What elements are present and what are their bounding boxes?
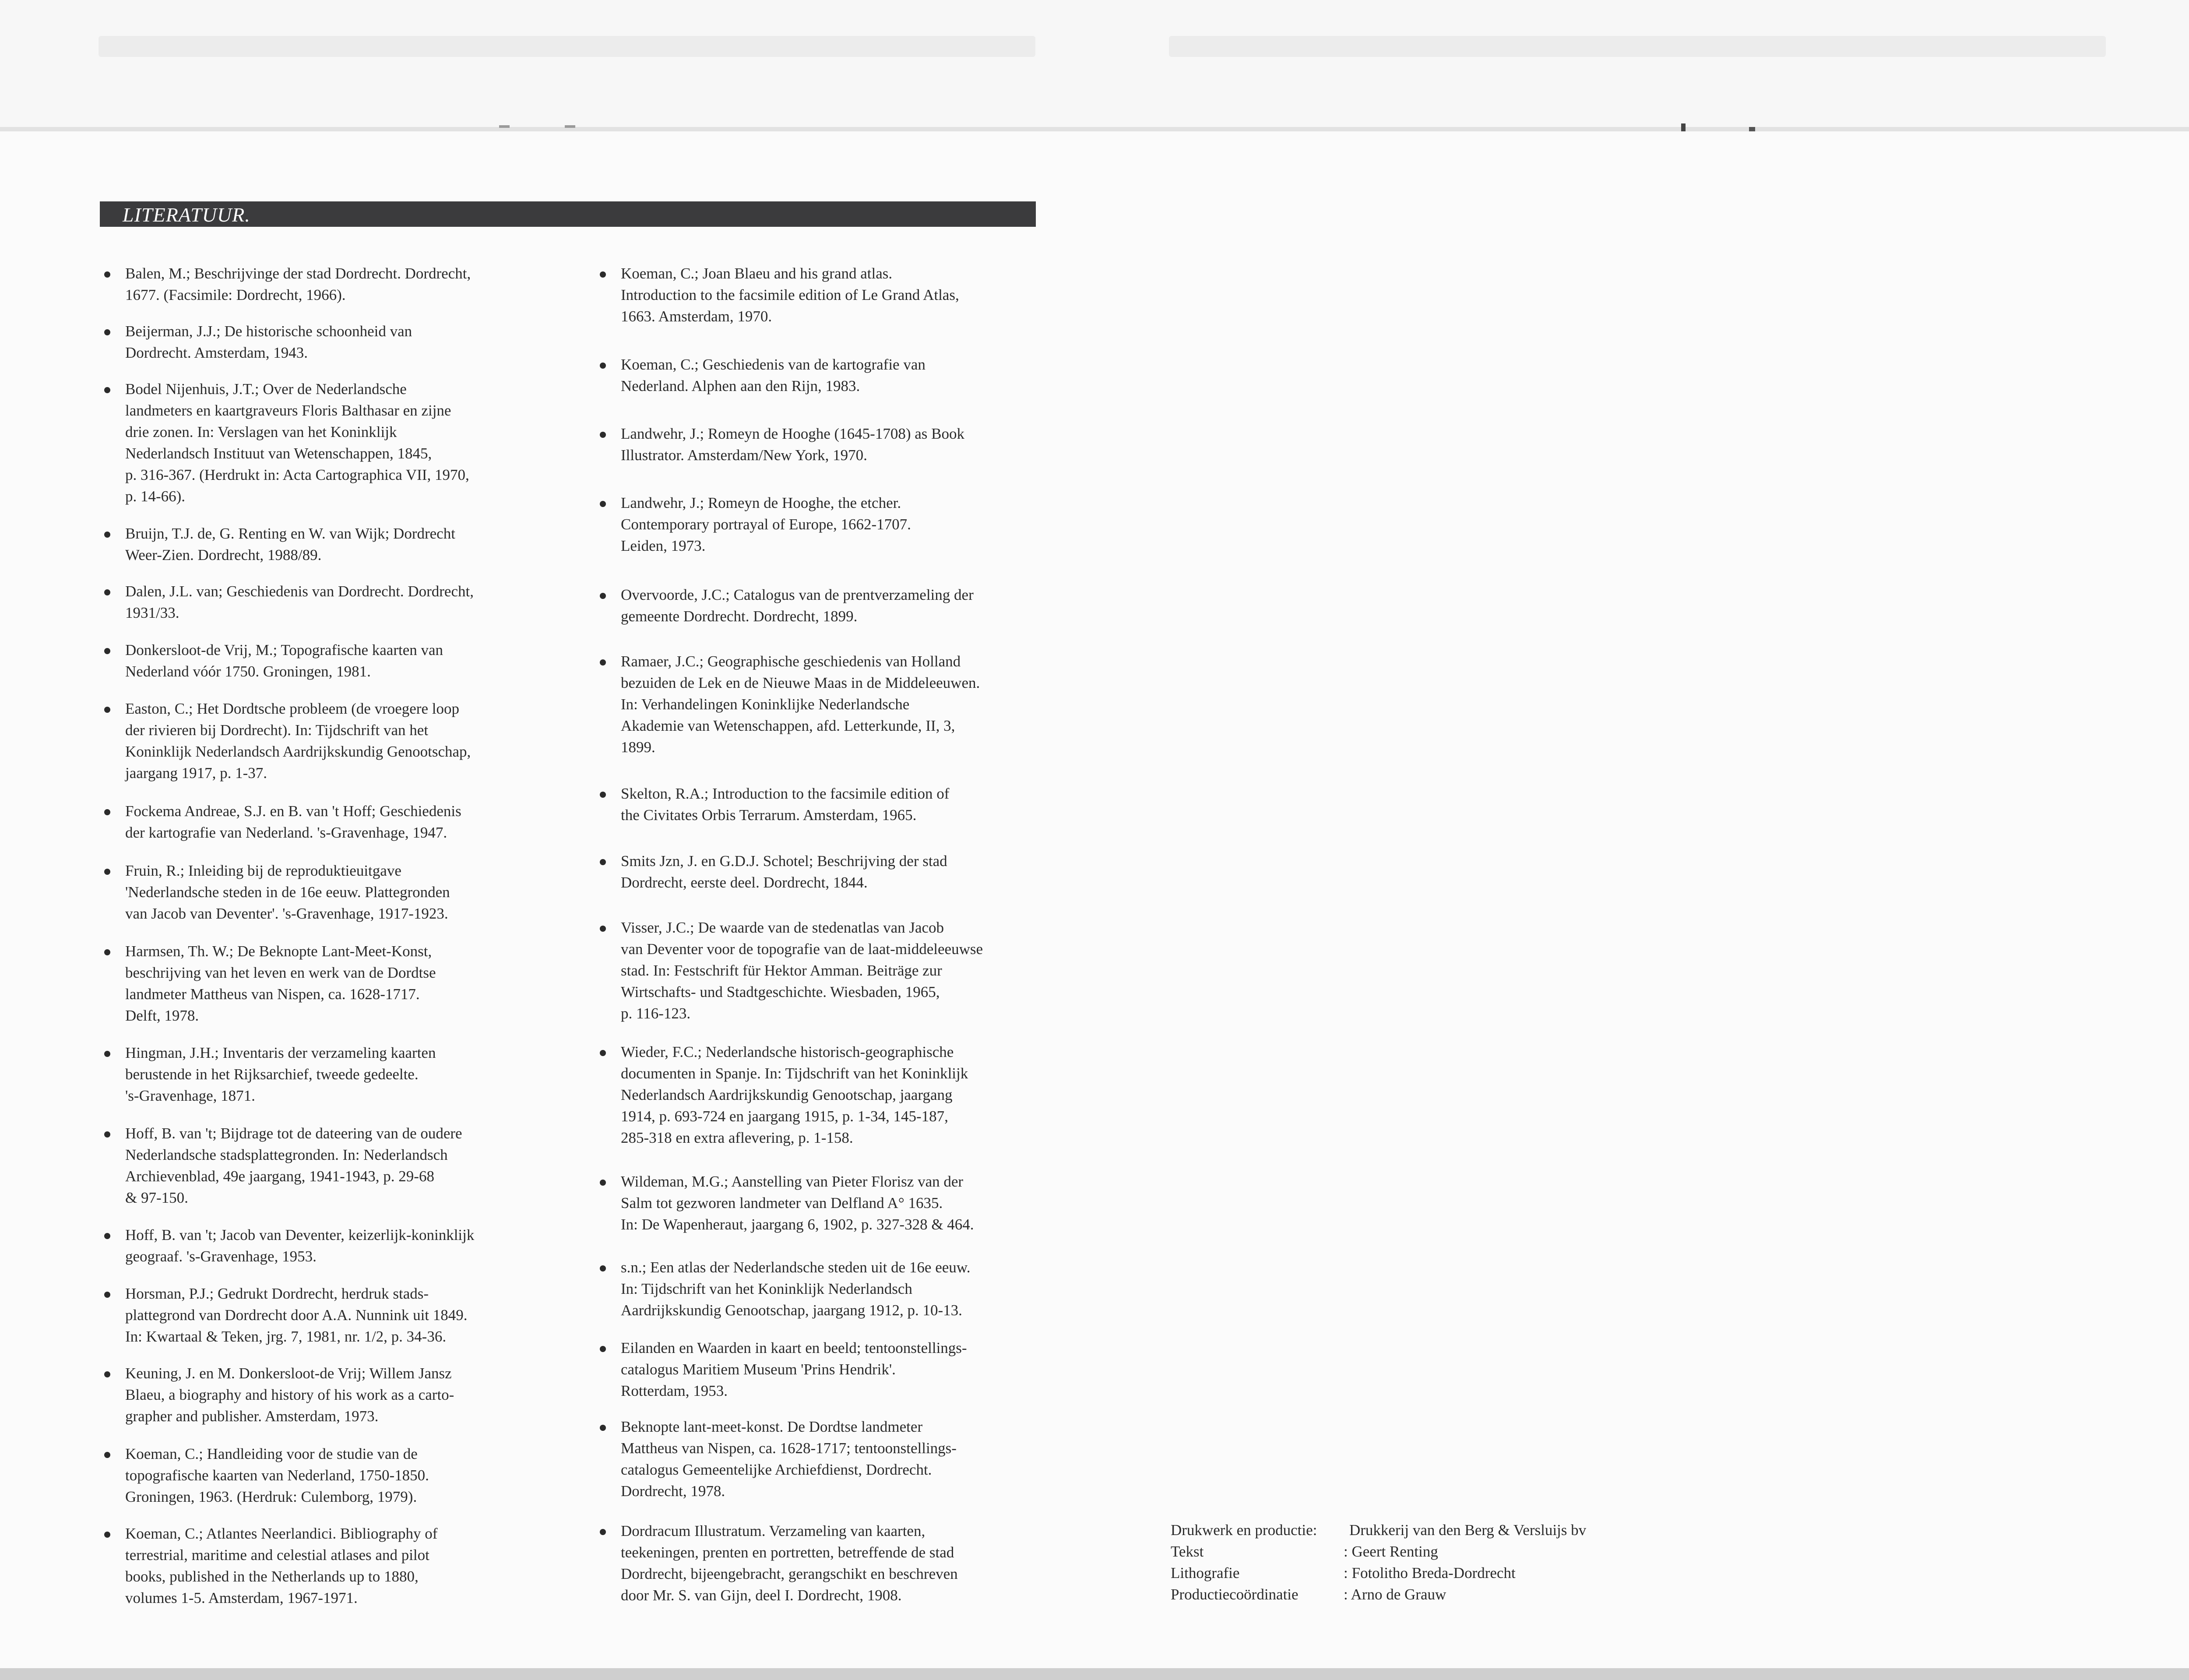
bleed-through-band <box>1169 36 2106 57</box>
previous-page-strip <box>0 0 2189 127</box>
bullet-icon <box>104 589 110 595</box>
bullet-icon <box>600 363 606 369</box>
bullet-icon <box>600 792 606 798</box>
bullet-icon <box>600 1425 606 1431</box>
bullet-icon <box>600 859 606 865</box>
bullet-icon <box>104 1131 110 1138</box>
colophon-label: Tekst <box>1171 1543 1204 1560</box>
scan-edge-bottom <box>0 1668 2189 1680</box>
bullet-icon <box>104 329 110 335</box>
colophon-value: : Arno de Grauw <box>1344 1586 1446 1603</box>
bullet-icon <box>600 1346 606 1352</box>
bullet-icon <box>600 926 606 932</box>
bullet-icon <box>600 1180 606 1186</box>
bullet-icon <box>600 1529 606 1535</box>
bullet-icon <box>600 659 606 666</box>
bullet-icon <box>104 648 110 654</box>
bullet-icon <box>104 809 110 815</box>
bullet-icon <box>104 532 110 538</box>
bullet-icon <box>600 501 606 507</box>
crop-mark <box>1749 127 1755 131</box>
section-title: LITERATUUR. <box>123 204 250 226</box>
bullet-icon <box>104 1051 110 1057</box>
bullet-icon <box>600 593 606 599</box>
colophon-label: Productiecoördinatie <box>1171 1586 1299 1603</box>
colophon-value: : Fotolitho Breda-Dordrecht <box>1344 1564 1516 1581</box>
crop-mark <box>1681 123 1686 131</box>
colophon-label: Lithografie <box>1171 1564 1240 1581</box>
bullet-icon <box>600 271 606 278</box>
bullet-icon <box>104 1371 110 1377</box>
bullet-icon <box>104 869 110 875</box>
bullet-icon <box>104 1532 110 1538</box>
bullet-icon <box>104 387 110 393</box>
bullet-icon <box>104 1292 110 1298</box>
bullet-icon <box>104 707 110 713</box>
bullet-icon <box>104 949 110 955</box>
page-fold <box>0 127 2189 131</box>
bullet-icon <box>600 1265 606 1271</box>
section-header-bar <box>100 201 1036 227</box>
bullet-icon <box>104 1233 110 1239</box>
bleed-through-band <box>99 36 1035 57</box>
bullet-icon <box>600 1050 606 1056</box>
crop-mark <box>499 125 510 128</box>
bullet-icon <box>600 432 606 438</box>
colophon-label: Drukwerk en productie: <box>1171 1522 1317 1539</box>
bullet-icon <box>104 271 110 278</box>
bullet-icon <box>104 1452 110 1458</box>
page-sheet: LITERATUUR. Balen, M.; Beschrijvinge der stad Dordrecht. Dordrecht, 1677. (Facsimile: Dordrecht, 1966). Beijerman, J.J.; De historische schoonheid van Dordrecht. Amsterdam, 1943. Bodel Nijenhuis, J.T.; Over de Nederlandsche landmeters en kaartgraveurs Floris Balthasar en zijne drie zonen. In: Verslagen van het Koninklijk Nederlandsch Instituut van Wetenschappen, 1845, p. 316-367. (Herdrukt in: Acta Cartographica VII, 1970, p. 14-66). Bruijn, T.J. de, G. Renting en W. van Wijk; Dordrecht Weer-Zien. Dordrecht, 1988/89. Dalen, J.L. van; Geschiedenis van Dordrecht. Dordrecht, 1931/33. Donkersloot-de Vrij, M.; Topografische kaarten van Nederland vóór 1750. Groningen, 1981. Easton, C.; Het Dordtsche probleem (de vroegere loop der rivieren bij Dordrecht). In: Tijdschrift van het Koninklijk Nederlandsch Aardrijkskundig Genootschap, jaargang 1917, p. 1-37. Fockema Andreae, S.J. en B. van 't Hoff; Geschiedenis der kartografie van Nederland. 's-Gravenhage, 1947. Fruin, R.; Inleiding bij de reproduktieuitgave 'Nederlandsche steden in de 16e eeuw. Plattegronden van Jacob van Deventer'. 's-Gravenhage, 1917-1923. Harmsen, Th. W.; De Beknopte Lant-Meet-Konst, beschrijving van het leven en werk van de Dordtse landmeter Mattheus van Nispen, ca. 1628-1717. Delft, 1978. Hingman, J.H.; Inventaris der verzameling kaarten berustende in het Rijksarchief, tweede gedeelte. 's-Gravenhage, 1871. Hoff, B. van 't; Bijdrage tot de dateering van de oudere Nederlandsche stadsplattegronden. In: Nederlandsch Archievenblad, 49e jaargang, 1941-1943, p. 29-68 & 97-150. Hoff, B. van 't; Jacob van Deventer, keizerlijk-koninklijk geograaf. 's-Gravenhage, 1953. Horsman, P.J.; Gedrukt Dordrecht, herdruk stads- plattegrond van Dordrecht door A.A. Nunnink uit 1849. In: Kwartaal & Teken, jrg. 7, 1981, nr. 1/2, p. 34-36. Keuning, J. en M. Donkersloot-de Vrij; Willem Jansz Blaeu, a biography and history of his work as a carto- grapher and publisher. Amsterdam, 1973. Koeman, C.; Handleiding voor de studie van de topografische kaarten van Nederland, 1750-1850. Groningen, 1963. (Herdruk: Culemborg, 1979). Koeman, C.; Atlantes Neerlandici. Bibliography of terrestrial, maritime and celestial atlases and pilot books, published in the Netherlands up to 1880, volumes 1-5. Amsterdam, 1967-1971. Koeman, C.; Joan Blaeu and his grand atlas. Introduction to the facsimile edition of Le Grand Atlas, 1663. Amsterdam, 1970. Koeman, C.; Geschiedenis van de kartografie van Nederland. Alphen aan den Rijn, 1983. Landwehr, J.; Romeyn de Hooghe (1645-1708) as Book Illustrator. Amsterdam/New York, 1970. Landwehr, J.; Romeyn de Hooghe, the etcher. Contemporary portrayal of Europe, 1662-1707. Leiden, 1973. Overvoorde, J.C.; Catalogus van de prentverzameling der gemeente Dordrecht. Dordrecht, 1899. Ramaer, J.C.; Geographische geschiedenis van Holland bezuiden de Lek en de Nieuwe Maas in de Middeleeuwen. In: Verhandelingen Koninklijke Nederlandsche Akademie van Wetenschappen, afd. Letterkunde, II, 3, 1899. Skelton, R.A.; Introduction to the facsimile edition of the Civitates Orbis Terrarum. Amsterdam, 1965. Smits Jzn, J. en G.D.J. Schotel; Beschrijving der stad Dordrecht, eerste deel. Dordrecht, 1844. Visser, J.C.; De waarde van de stedenatlas van Jacob van Deventer voor de topografie van de laat-middeleeuwse stad. In: Festschrift für Hektor Amman. Beiträge zur Wirtschafts- und Stadtgeschichte. Wiesbaden, 1965, p. 116-123. Wieder, F.C.; Nederlandsche historisch-geographische documenten in Spanje. In: Tijdschrift van het Koninklijk Nederlandsch Aardrijkskundig Genootschap, jaargang 1914, p. 693-724 en jaargang 1915, p. 1-34, 145-187, 285-318 en extra aflevering, p. 1-158. Wildeman, M.G.; Aanstelling van Pieter Florisz van der Salm tot gezworen landmeter van Delfland A° 1635. In: De Wapenheraut, jaargang 6, 1902, p. 327-328 & 464. s.n.; Een atlas der Nederlandsche steden uit de 16e eeuw. In: Tijdschrift van het Koninklijk Nederlandsch Aardrijkskundig Genootschap, jaargang 1912, p. 10-13. Eilanden en Waarden in kaart en beeld; tentoonstellings- catalogus Maritiem Museum 'Prins Hendrik'. Rotterdam, 1953. Beknopte lant-meet-konst. De Dordtse landmeter Mattheus van Nispen, ca. 1628-1717; tentoonstellings- catalogus Gemeentelijke Archiefdienst, Dordrecht. Dordrecht, 1978. Dordracum Illustratum. Verzameling van kaarten, teekeningen, prenten en portretten, betreffende de stad Dordrecht, bijeengebracht, gerangschikt en beschreven door Mr. S. van Gijn, deel I. Dordrecht, 1908. Drukwerk en productie: Drukkerij van den Berg & Versluijs bv Tekst : Geert Renting Lithografie : Fotolitho Breda-Dordrecht Productiecoördinatie : Arno de Grauw <box>0 0 2189 1668</box>
crop-mark <box>565 125 575 128</box>
colophon-value: Drukkerij van den Berg & Versluijs bv <box>1349 1522 1587 1539</box>
colophon-value: : Geert Renting <box>1344 1543 1438 1560</box>
